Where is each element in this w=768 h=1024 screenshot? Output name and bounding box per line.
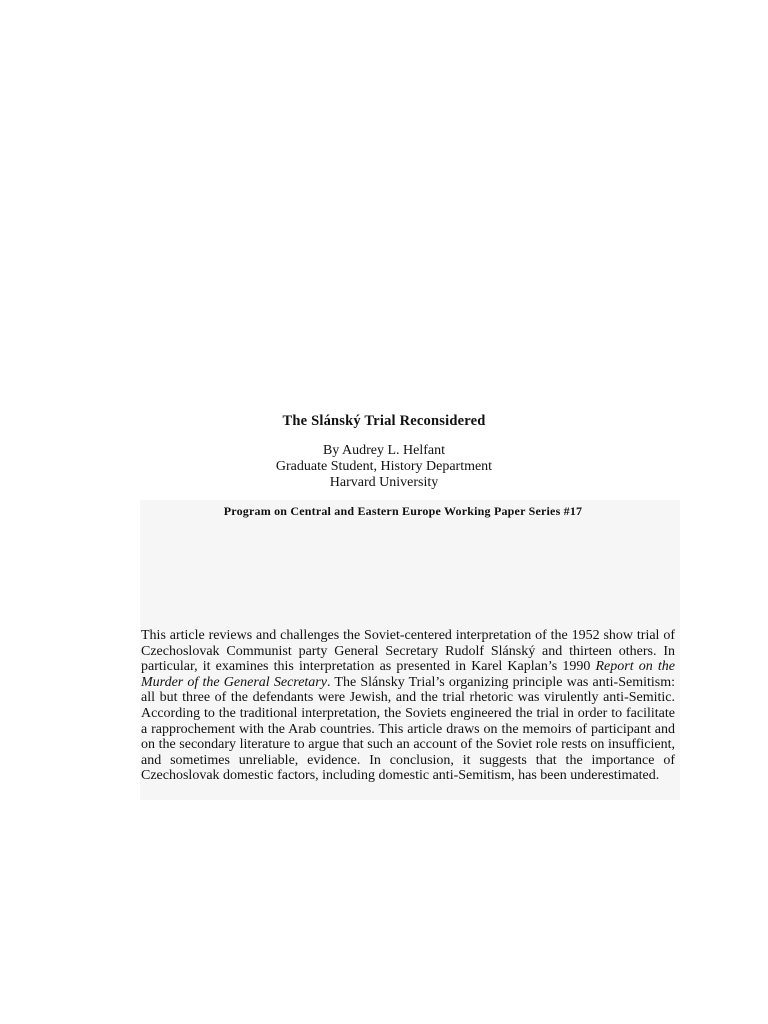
abstract-text-part1: This article reviews and challenges the Soviet-centered interpretation of the 1952 show trial of Czechoslovak Communist party General Secretary Rudolf Slánský and thirteen others. In particular, it examines this interpretation as presented in Karel Kaplan’s 1990 (141, 628, 675, 675)
series-line: Program on Central and Eastern Europe Working Paper Series #17 (223, 504, 583, 518)
author-institution: Harvard University (329, 475, 439, 490)
author-position: Graduate Student, History Department (275, 459, 493, 474)
abstract-text-part2: . The Slánsky Trial’s organizing principle was anti-Semitism: all but three of the defendants were Jewish, and the trial rhetoric was virulently anti-Semitic. According to the traditional interpretation, the Soviets engineered the trial in order to facilitate a rapprochement with the Arab countries. This article draws on the memoirs of participant and on the secondary literature to argue that such an account of the Soviet role rests on insufficient, and sometimes unreliable, evidence. In conclusion, it suggests that the importance of Czechoslovak domestic factors, including domestic anti-Semitism, has been underestimated. (141, 674, 675, 784)
author-line: By Audrey L. Helfant (322, 443, 446, 458)
paper-title: The Slánský Trial Reconsidered (282, 413, 486, 429)
abstract-paragraph (141, 628, 675, 784)
abstract-book-title: Report on the Murder of the General Secretary (141, 659, 675, 690)
